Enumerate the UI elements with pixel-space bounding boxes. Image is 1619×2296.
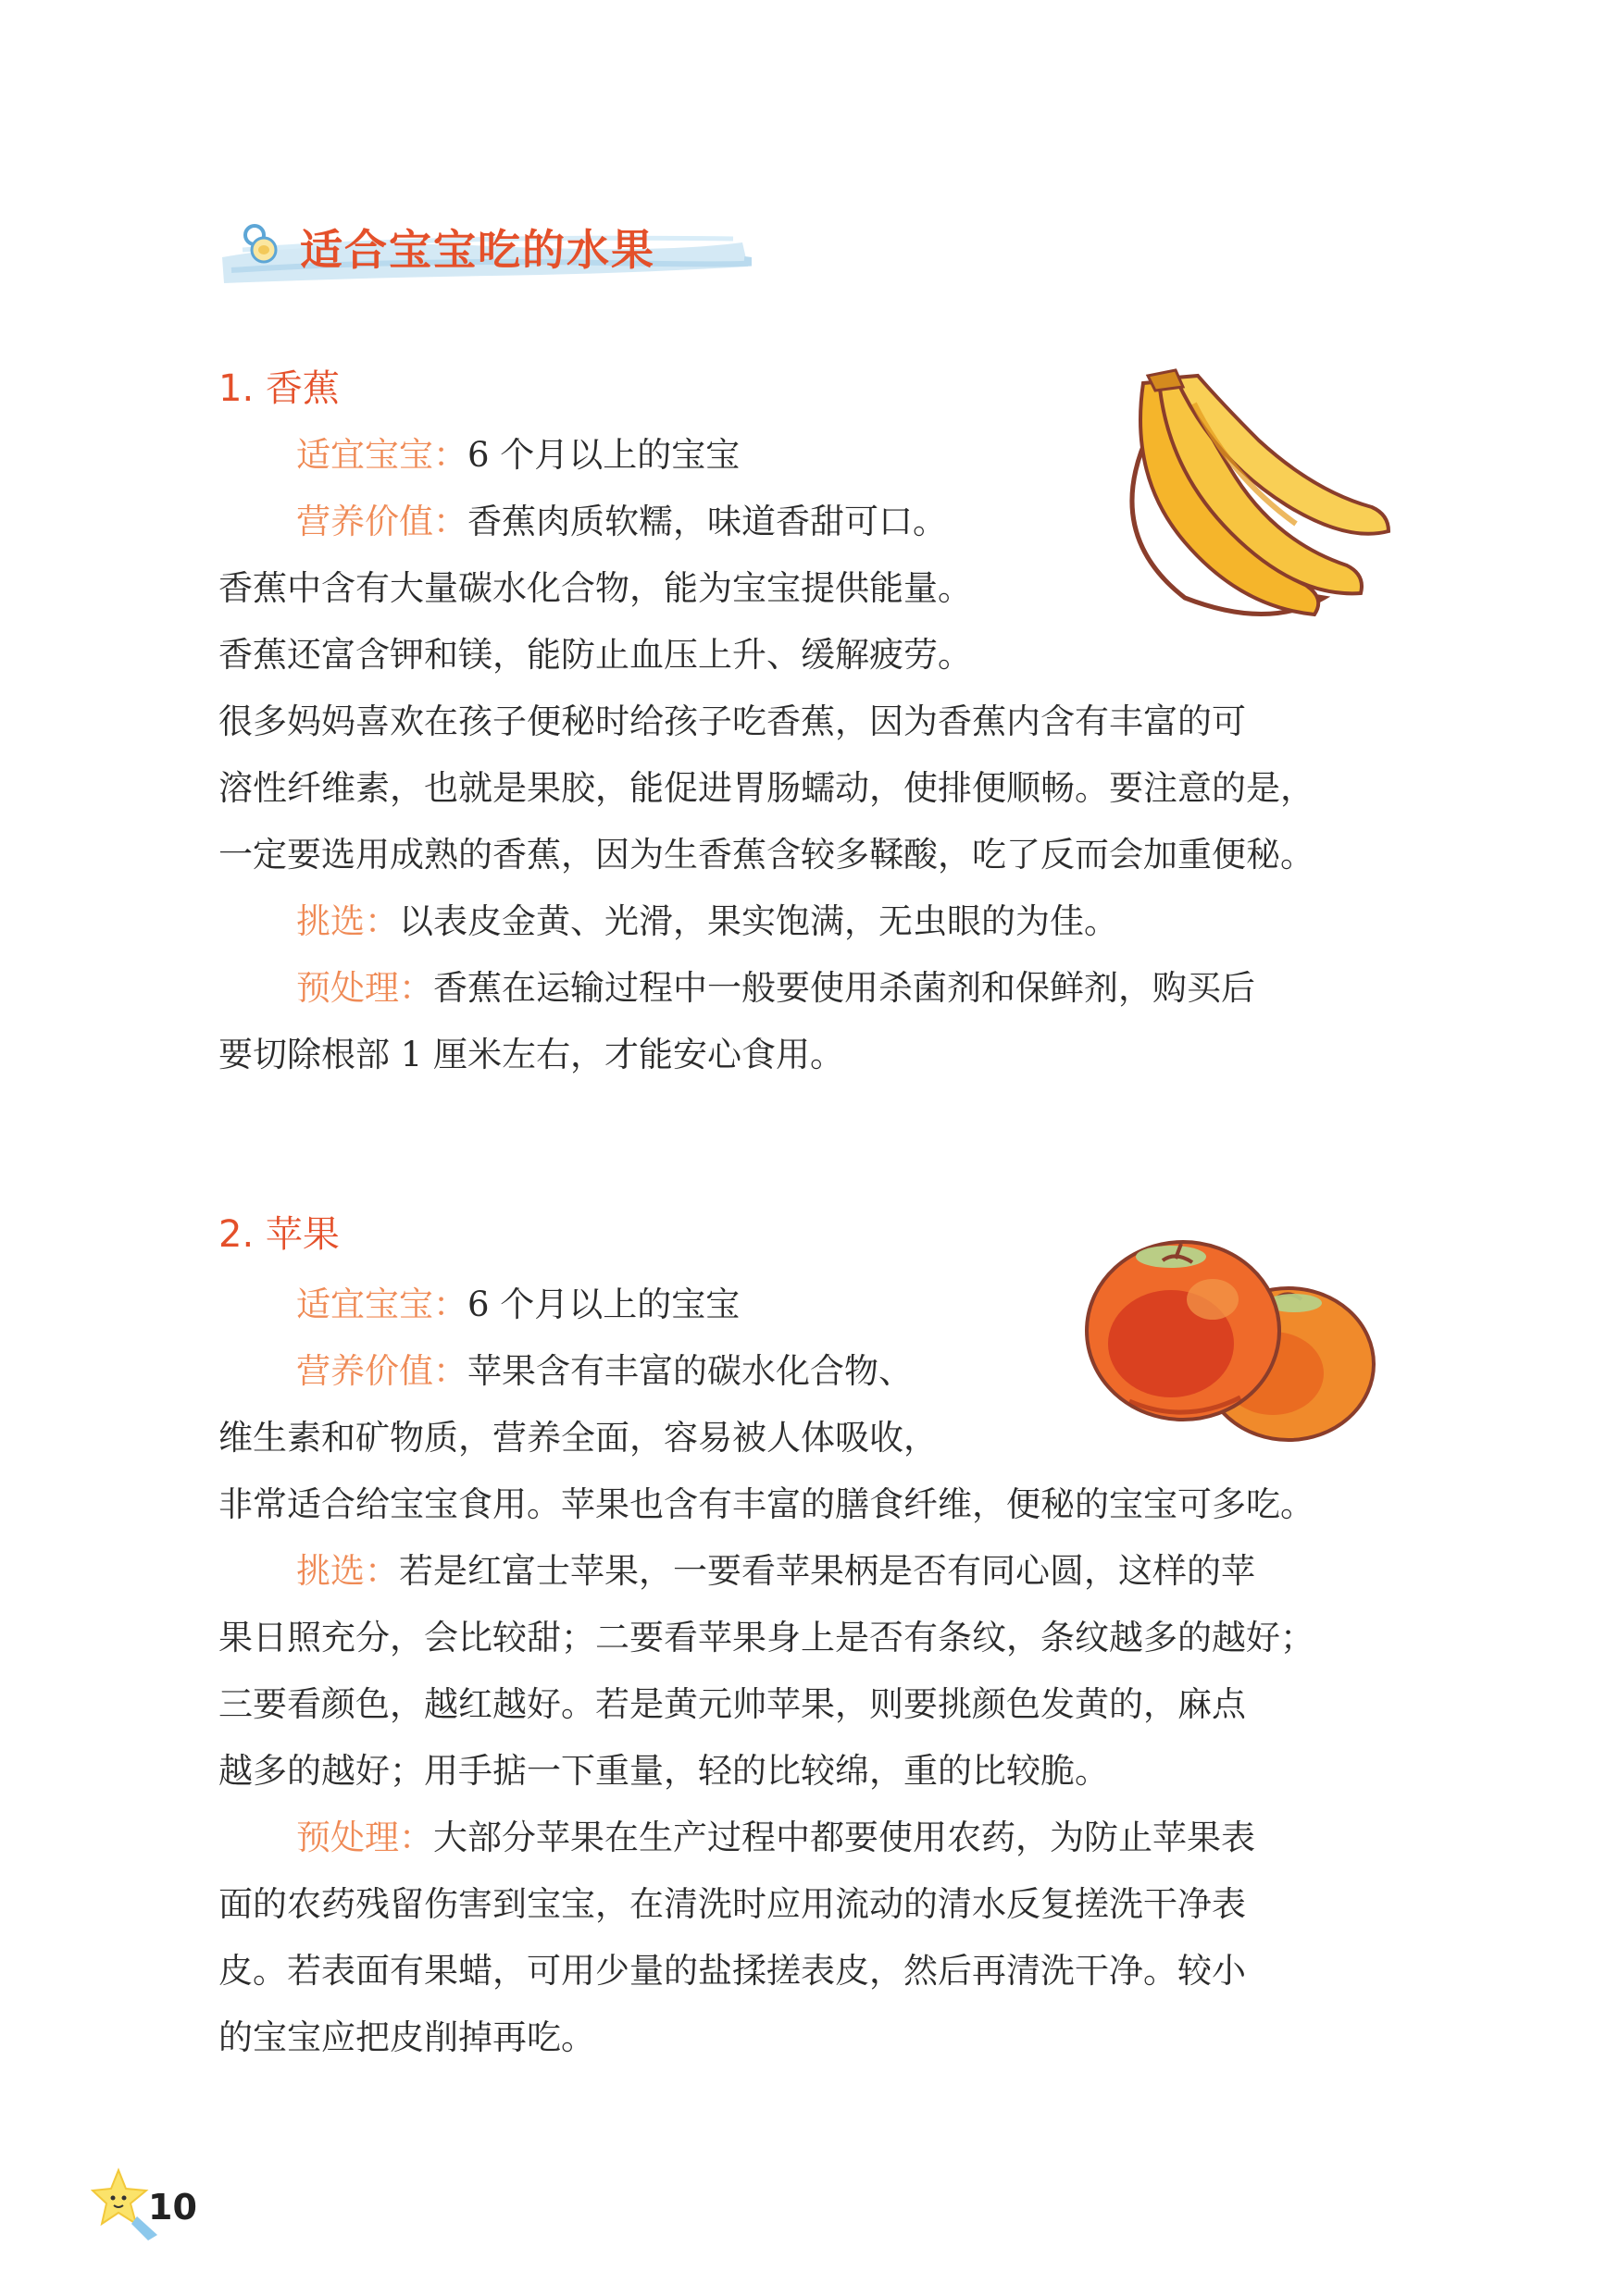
preprocess-label: 预处理： bbox=[296, 968, 433, 1008]
page-number: 10 bbox=[148, 2187, 197, 2228]
body-line: 面的农药残留伤害到宝宝，在清洗时应用流动的清水反复搓洗干净表 bbox=[218, 1884, 1246, 1924]
body-line: 果日照充分，会比较甜；二要看苹果身上是否有条纹，条纹越多的越好； bbox=[218, 1618, 1314, 1657]
selection-label: 挑选： bbox=[296, 1551, 399, 1591]
apple-preprocess-line bbox=[218, 1805, 1403, 1871]
apple-paragraph bbox=[218, 1272, 1403, 2071]
body-line: 维生素和矿物质，营养全面，容易被人体吸收， bbox=[218, 1418, 938, 1458]
apple-suitable-line bbox=[218, 1272, 1403, 1338]
suitable-text: 6 个月以上的宝宝 bbox=[467, 1285, 741, 1324]
preprocess-text: 大部分苹果在生产过程中都要使用农药，为防止苹果表 bbox=[433, 1818, 1255, 1857]
preprocess-text: 香蕉在运输过程中一般要使用杀菌剂和保鲜剂，购买后 bbox=[433, 968, 1255, 1008]
body-line: 溶性纤维素，也就是果胶，能促进胃肠蠕动，使排便顺畅。要注意的是， bbox=[218, 768, 1314, 808]
body-line: 香蕉还富含钾和镁，能防止血压上升、缓解疲劳。 bbox=[218, 635, 972, 675]
preprocess-label: 预处理： bbox=[296, 1818, 433, 1857]
body-line: 香蕉中含有大量碳水化合物，能为宝宝提供能量。 bbox=[218, 568, 972, 608]
apple-selection-line bbox=[218, 1538, 1403, 1605]
page-number-badge bbox=[91, 2161, 197, 2253]
apple-nutrition-line bbox=[218, 1338, 1403, 1405]
body-line: 的宝宝应把皮削掉再吃。 bbox=[218, 2017, 595, 2057]
banana-selection-line bbox=[218, 888, 1403, 955]
nutrition-label: 营养价值： bbox=[296, 502, 467, 541]
selection-text: 若是红富士苹果，一要看苹果柄是否有同心圆，这样的苹 bbox=[399, 1551, 1255, 1591]
banana-paragraph bbox=[218, 422, 1403, 1088]
suitable-text: 6 个月以上的宝宝 bbox=[467, 435, 741, 475]
body-line: 非常适合给宝宝食用。苹果也含有丰富的膳食纤维，便秘的宝宝可多吃。 bbox=[218, 1484, 1314, 1524]
nutrition-text: 苹果含有丰富的碳水化合物、 bbox=[467, 1351, 913, 1391]
body-line: 皮。若表面有果蜡，可用少量的盐揉搓表皮，然后再清洗干净。较小 bbox=[218, 1951, 1246, 1991]
body-line: 一定要选用成熟的香蕉，因为生香蕉含较多鞣酸，吃了反而会加重便秘。 bbox=[218, 835, 1314, 875]
nutrition-label: 营养价值： bbox=[296, 1351, 467, 1391]
section-heading-banana: 1. 香蕉 bbox=[218, 367, 340, 410]
banana-suitable-line bbox=[218, 422, 1403, 489]
suitable-label: 适宜宝宝： bbox=[296, 1285, 467, 1324]
section-heading-apple: 2. 苹果 bbox=[218, 1213, 340, 1256]
section-header bbox=[215, 202, 752, 304]
suitable-label: 适宜宝宝： bbox=[296, 435, 467, 475]
pacifier-icon bbox=[239, 222, 281, 268]
nutrition-text: 香蕉肉质软糯，味道香甜可口。 bbox=[467, 502, 947, 541]
banana-preprocess-line bbox=[218, 955, 1403, 1022]
body-line: 三要看颜色，越红越好。若是黄元帅苹果，则要挑颜色发黄的，麻点 bbox=[218, 1684, 1246, 1724]
selection-text: 以表皮金黄、光滑，果实饱满，无虫眼的为佳。 bbox=[399, 901, 1118, 941]
selection-label: 挑选： bbox=[296, 901, 399, 941]
body-line: 很多妈妈喜欢在孩子便秘时给孩子吃香蕉，因为香蕉内含有丰富的可 bbox=[218, 701, 1246, 741]
banana-nutrition-line bbox=[218, 489, 1403, 555]
body-line: 要切除根部 1 厘米左右，才能安心食用。 bbox=[218, 1035, 845, 1074]
header-title: 适合宝宝吃的水果 bbox=[300, 225, 655, 275]
body-line: 越多的越好；用手掂一下重量，轻的比较绵，重的比较脆。 bbox=[218, 1751, 1109, 1791]
